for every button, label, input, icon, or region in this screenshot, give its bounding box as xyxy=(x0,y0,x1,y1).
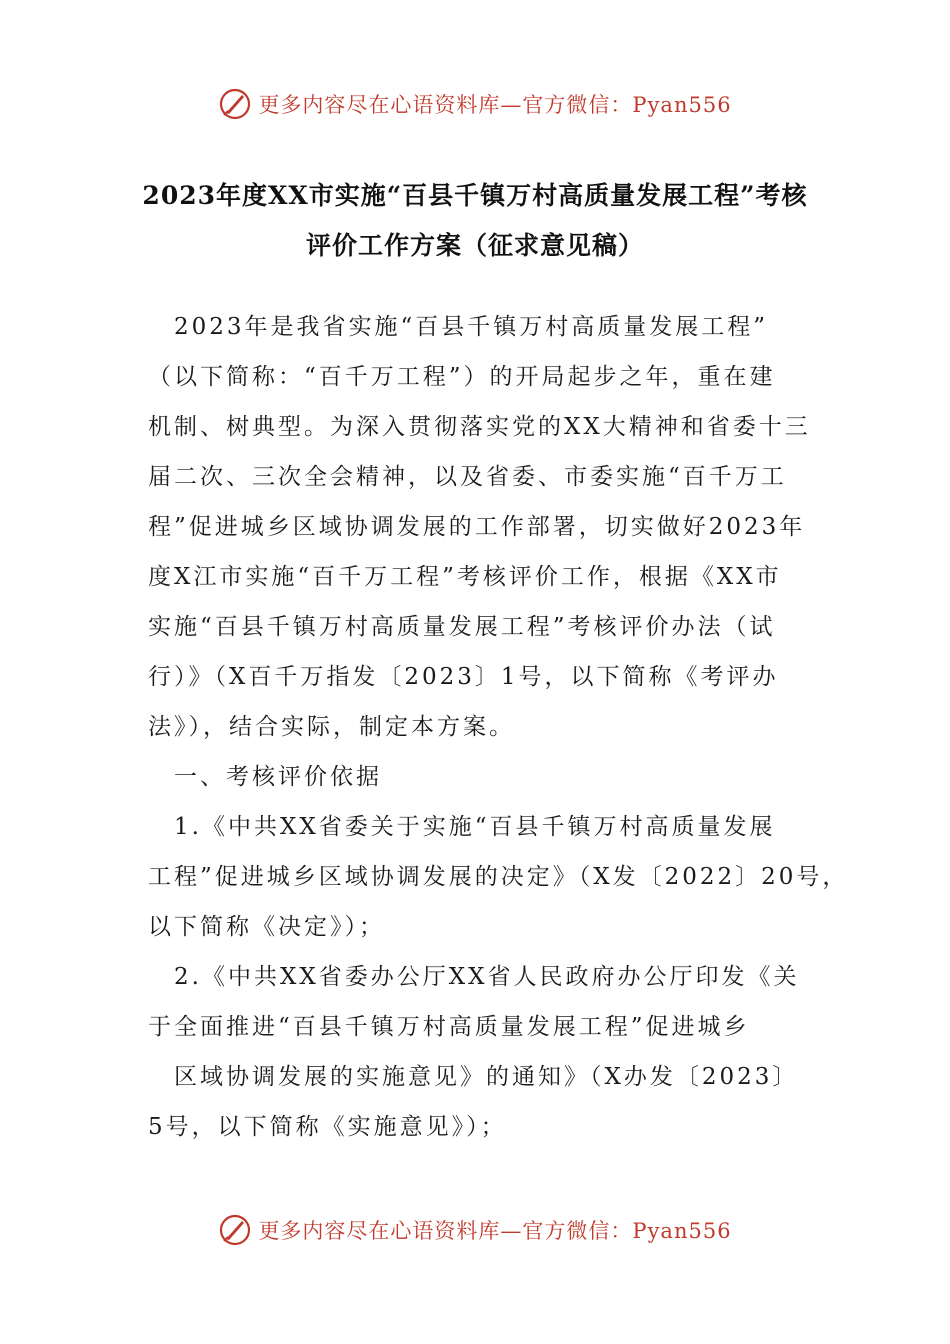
body-line: 程”促进城乡区域协调发展的工作部署，切实做好2023年 xyxy=(148,514,806,540)
body-line: 法》），结合实际，制定本方案。 xyxy=(148,714,515,740)
quill-logo-icon xyxy=(218,1213,252,1247)
body-line: 以下简称《决定》）； xyxy=(148,914,385,940)
body-line: 工程”促进城乡区域协调发展的决定》（X发〔2022〕20号， xyxy=(148,864,849,890)
watermark-footer xyxy=(0,1210,950,1250)
body-line: 于全面推进“百县千镇万村高质量发展工程”促进城乡 xyxy=(148,1014,750,1040)
body-line: 度X江市实施“百千万工程”考核评价工作，根据《XX市 xyxy=(148,564,782,590)
document-title-line-2: 评价工作方案（征求意见稿） xyxy=(305,231,644,260)
body-line: 机制、树典型。为深入贯彻落实党的XX大精神和省委十三 xyxy=(148,414,811,440)
body-line: 5号，以下简称《实施意见》）； xyxy=(148,1114,507,1140)
quill-logo-icon xyxy=(218,87,252,121)
watermark-text: 更多内容尽在心语资料库—官方微信：Pyan556 xyxy=(258,93,732,117)
body-line: 2023年是我省实施“百县千镇万村高质量发展工程” xyxy=(148,314,769,340)
body-line: 实施“百县千镇万村高质量发展工程”考核评价办法（试 xyxy=(148,614,776,640)
body-line: 区域协调发展的实施意见》的通知》（X办发〔2023〕 xyxy=(148,1064,799,1090)
section-heading: 一、考核评价依据 xyxy=(148,764,382,790)
watermark-header xyxy=(0,84,950,124)
body-line: 行）》（X百千万指发〔2023〕1号，以下简称《考评办 xyxy=(148,664,779,690)
body-line: （以下简称：“百千万工程”）的开局起步之年，重在建 xyxy=(148,364,776,390)
watermark-text: 更多内容尽在心语资料库—官方微信：Pyan556 xyxy=(258,1219,732,1243)
document-title-line-1: 2023年度XX市实施“百县千镇万村高质量发展工程”考核 xyxy=(142,181,808,210)
body-line: 1.《中共XX省委关于实施“百县千镇万村高质量发展 xyxy=(148,814,776,840)
body-line: 届二次、三次全会精神，以及省委、市委实施“百千万工 xyxy=(148,464,787,490)
body-line: 2.《中共XX省委办公厅XX省人民政府办公厅印发《关 xyxy=(148,964,800,990)
